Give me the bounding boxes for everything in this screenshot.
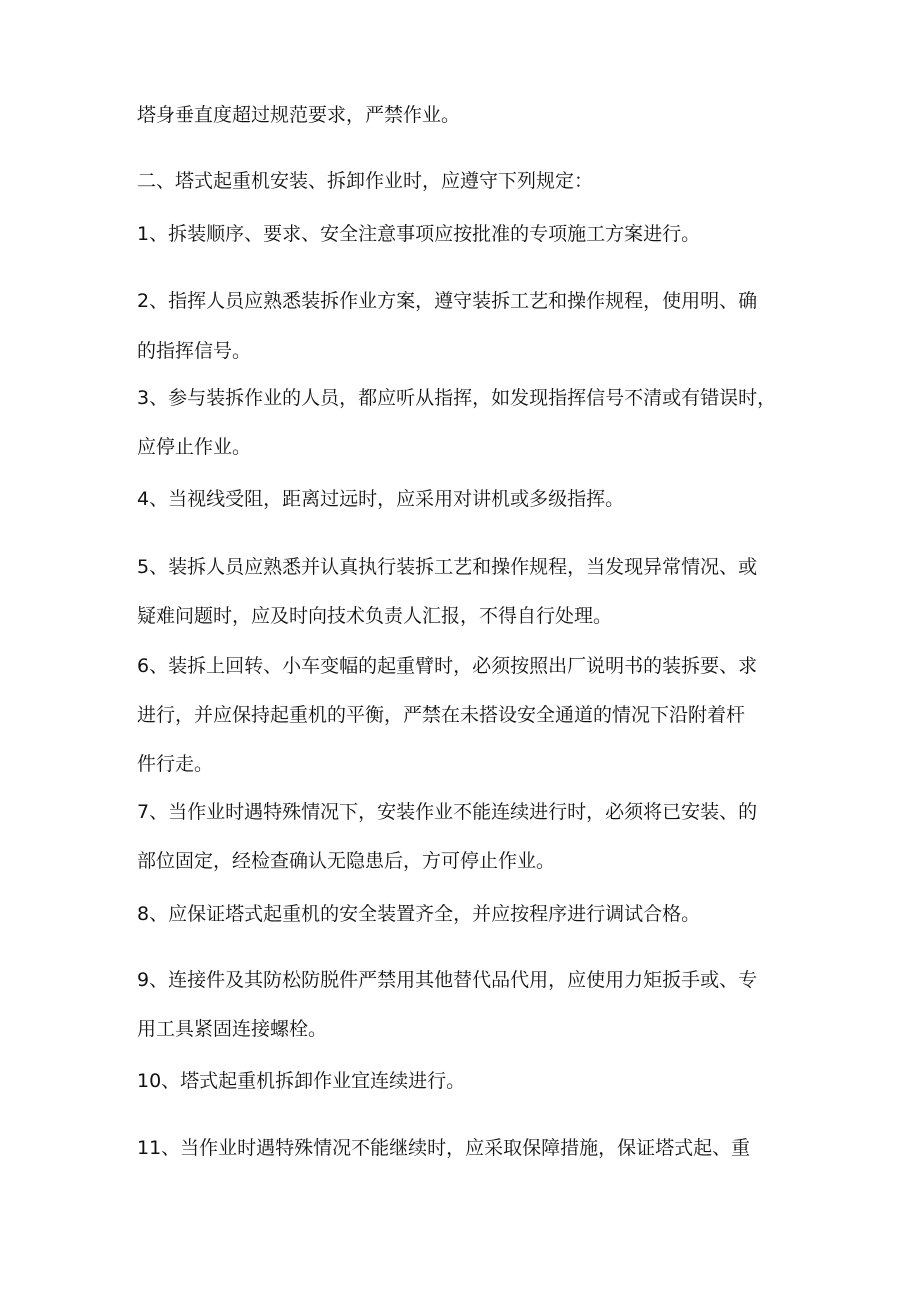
rule-2-line-2: 的指挥信号。 xyxy=(137,340,252,362)
rule-6-line-2: 进行，并应保持起重机的平衡，严禁在未搭设安全通道的情况下沿附着杆 xyxy=(137,704,746,726)
rule-7-line-1: 7、当作业时遇特殊情况下，安装作业不能连续进行时，必须将已安装、的 xyxy=(137,801,758,823)
rule-4: 4、当视线受阻，距离过远时，应采用对讲机或多级指挥。 xyxy=(137,488,625,510)
rule-9-line-2: 用工具紧固连接螺栓。 xyxy=(137,1018,328,1040)
rule-3-line-2: 应停止作业。 xyxy=(137,436,252,458)
rule-7-line-2: 部位固定，经检查确认无隐患后，方可停止作业。 xyxy=(137,850,556,872)
rule-8: 8、应保证塔式起重机的安全装置齐全，并应按程序进行调试合格。 xyxy=(137,903,701,925)
rule-5-line-1: 5、装拆人员应熟悉并认真执行装拆工艺和操作规程，当发现异常情况、或 xyxy=(137,556,758,578)
text-line-1: 塔身垂直度超过规范要求，严禁作业。 xyxy=(137,104,461,126)
rule-6-line-1: 6、装拆上回转、小车变幅的起重臂时，必须按照出厂说明书的装拆要、求 xyxy=(137,655,758,677)
section-heading: 二、塔式起重机安装、拆卸作业时，应遵守下列规定： xyxy=(137,170,594,192)
rule-10: 10、塔式起重机拆卸作业宜连续进行。 xyxy=(137,1070,466,1092)
rule-6-line-3: 件行走。 xyxy=(137,753,214,775)
rule-5-line-2: 疑难问题时，应及时向技术负责人汇报，不得自行处理。 xyxy=(137,605,613,627)
rule-1: 1、拆装顺序、要求、安全注意事项应按批准的专项施工方案进行。 xyxy=(137,223,701,245)
rule-3-line-1: 3、参与装拆作业的人员，都应听从指挥，如发现指挥信号不清或有错误时， xyxy=(137,387,777,409)
rule-11-line-1: 11、当作业时遇特殊情况不能继续时，应采取保障措施，保证塔式起、重 xyxy=(137,1137,751,1159)
rule-2-line-1: 2、指挥人员应熟悉装拆作业方案，遵守装拆工艺和操作规程，使用明、确 xyxy=(137,290,758,312)
rule-9-line-1: 9、连接件及其防松防脱件严禁用其他替代品代用，应使用力矩扳手或、专 xyxy=(137,969,758,991)
